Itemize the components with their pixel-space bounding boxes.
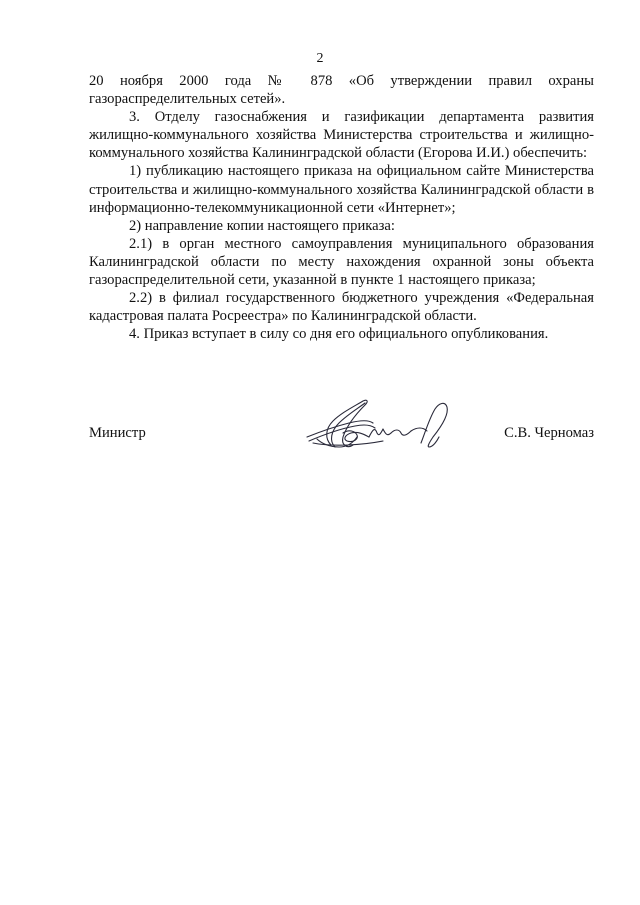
signer-position: Министр [89, 425, 146, 441]
paragraph-item-4: 4. Приказ вступает в силу со дня его официального опубликования. [129, 326, 549, 343]
paragraph-subitem-1: 1) публикацию настоящего приказа на официальном сайте Министерства строительства и жилищно-коммунального хозяйства Калининградской области в информационно-телекоммуникационной сети «Интернет»; [89, 163, 594, 216]
paragraph-subitem-2-1: 2.1) в орган местного самоуправления муниципального образования Калининградской области по месту нахождения охранной зоны объекта газораспределительной сети, указанной в пункте 1 настоящего приказа; [89, 235, 594, 289]
paragraph-continuation: 20 ноября 2000 года № 878 «Об утверждении правил охраны газораспределительных сетей». [89, 73, 594, 108]
signer-name: С.В. Черномаз [504, 425, 594, 441]
signature-block [89, 393, 594, 463]
paragraph-subitem-2-2: 2.2) в филиал государственного бюджетного учреждения «Федеральная кадастровая палата Росреестра» по Калининградской области. [89, 290, 594, 325]
paragraph-item-3: 3. Отделу газоснабжения и газификации департамента развития жилищно-коммунального хозяйства Министерства строительства и жилищно-коммунального хозяйства Калининградской области (Егорова И.И.) обеспечить: [89, 109, 594, 162]
handwritten-signature [303, 393, 483, 459]
document-body [89, 72, 594, 343]
paragraph-subitem-2: 2) направление копии настоящего приказа: [129, 217, 395, 234]
page-number: 2 [316, 51, 324, 66]
